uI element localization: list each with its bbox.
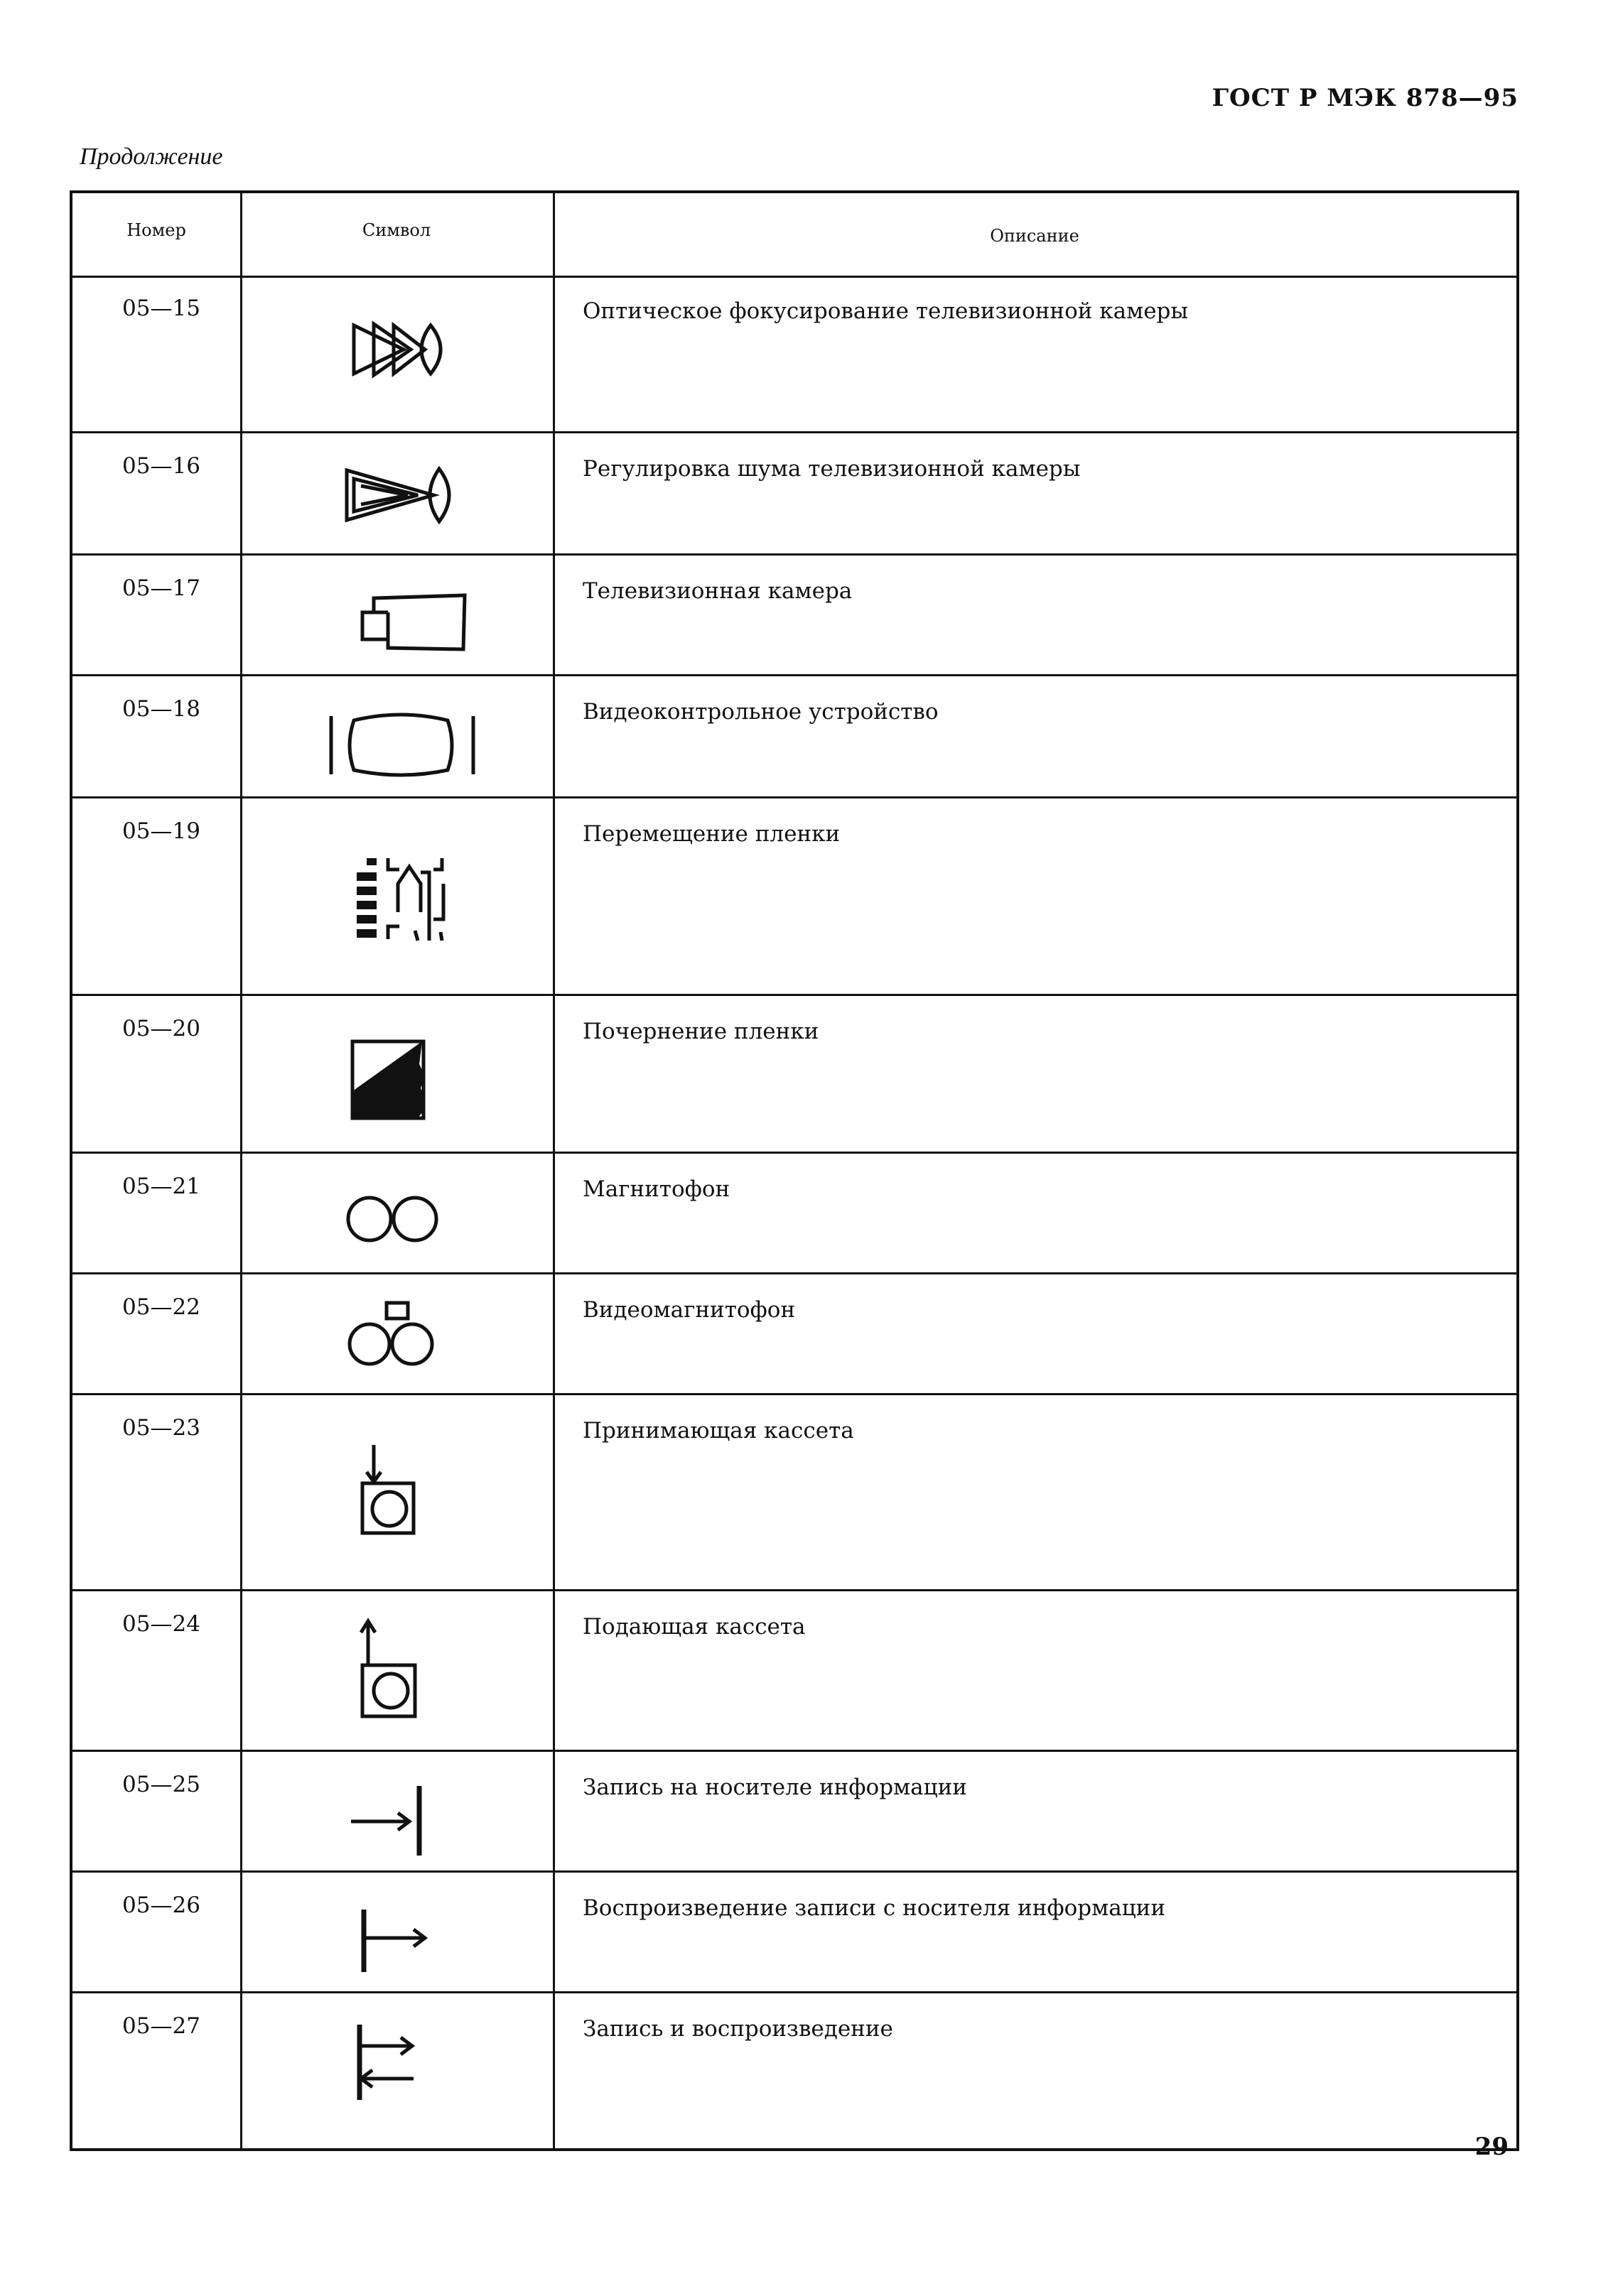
table-row bbox=[72, 1993, 1516, 2151]
row-number: 05—26 bbox=[122, 1892, 200, 1918]
column-header-symbol: Символ bbox=[362, 220, 431, 240]
row-number: 05—25 bbox=[122, 1772, 200, 1797]
row-description: Магнитофон bbox=[583, 1176, 730, 1202]
row-number: 05—21 bbox=[122, 1174, 200, 1199]
camera-focus-icon bbox=[247, 276, 546, 433]
row-number: 05—22 bbox=[122, 1294, 200, 1320]
record-icon bbox=[247, 1752, 546, 1873]
row-number: 05—27 bbox=[122, 2013, 200, 2039]
table-row bbox=[72, 556, 1516, 676]
row-symbol bbox=[247, 1591, 546, 1750]
column-header-description: Описание bbox=[990, 226, 1079, 246]
row-number: 05—17 bbox=[122, 575, 200, 601]
playback-icon bbox=[247, 1873, 546, 1993]
row-description: Телевизионная камера bbox=[583, 578, 853, 604]
row-description: Запись на носителе информации bbox=[583, 1775, 967, 1800]
row-number: 05—15 bbox=[122, 296, 200, 321]
table-row bbox=[72, 1752, 1516, 1873]
symbols-table bbox=[70, 190, 1519, 2151]
row-symbol bbox=[247, 433, 546, 553]
row-description: Принимающая кассета bbox=[583, 1418, 854, 1444]
row-description: Запись и воспроизведение bbox=[583, 2016, 893, 2042]
table-row bbox=[72, 276, 1516, 433]
row-number: 05—20 bbox=[122, 1016, 200, 1041]
camera-noise-icon bbox=[247, 433, 546, 556]
table-header bbox=[72, 193, 1516, 278]
table-row bbox=[72, 1591, 1516, 1752]
row-symbol bbox=[247, 676, 546, 796]
row-symbol bbox=[247, 1873, 546, 1991]
take-up-cassette-icon bbox=[247, 1395, 546, 1591]
record-playback-icon bbox=[247, 1993, 546, 2151]
row-symbol bbox=[247, 996, 546, 1152]
table-row bbox=[72, 798, 1516, 996]
table-row bbox=[72, 433, 1516, 556]
row-description: Воспроизведение записи с носителя информации bbox=[583, 1895, 1166, 1921]
table-row bbox=[72, 676, 1516, 798]
row-number: 05—18 bbox=[122, 696, 200, 722]
row-number: 05—23 bbox=[122, 1415, 200, 1441]
table-row bbox=[72, 1154, 1516, 1274]
row-description: Видеоконтрольное устройство bbox=[583, 699, 939, 725]
row-number: 05—19 bbox=[122, 818, 200, 844]
row-symbol bbox=[247, 1154, 546, 1272]
table-row bbox=[72, 1873, 1516, 1993]
continuation-label: Продолжение bbox=[80, 144, 223, 170]
row-symbol bbox=[247, 1993, 546, 2151]
row-number: 05—16 bbox=[122, 453, 200, 479]
column-header-number: Номер bbox=[126, 220, 186, 240]
standard-code: ГОСТ Р МЭК 878—95 bbox=[1212, 84, 1519, 112]
row-symbol bbox=[247, 798, 546, 994]
table-row bbox=[72, 1395, 1516, 1591]
table-row bbox=[72, 996, 1516, 1154]
row-symbol bbox=[247, 556, 546, 674]
video-recorder-icon bbox=[247, 1274, 546, 1395]
row-description: Почернение пленки bbox=[583, 1019, 819, 1044]
supply-cassette-icon bbox=[247, 1591, 546, 1752]
video-monitor-icon bbox=[247, 676, 546, 798]
row-symbol bbox=[247, 1752, 546, 1870]
row-symbol bbox=[247, 1274, 546, 1393]
film-blackening-icon bbox=[247, 996, 546, 1154]
row-description: Видеомагнитофон bbox=[583, 1297, 796, 1323]
film-transport-icon bbox=[247, 798, 546, 996]
row-symbol bbox=[247, 1395, 546, 1589]
row-description: Оптическое фокусирование телевизионной камеры bbox=[583, 298, 1189, 324]
tape-recorder-icon bbox=[247, 1154, 546, 1274]
table-row bbox=[72, 1274, 1516, 1395]
tv-camera-icon bbox=[247, 556, 546, 676]
page-number: 29 bbox=[1474, 2133, 1509, 2161]
row-number: 05—24 bbox=[122, 1611, 200, 1637]
row-description: Подающая кассета bbox=[583, 1614, 806, 1640]
row-description: Перемещение пленки bbox=[583, 821, 841, 847]
row-description: Регулировка шума телевизионной камеры bbox=[583, 456, 1081, 482]
row-symbol bbox=[247, 276, 546, 431]
